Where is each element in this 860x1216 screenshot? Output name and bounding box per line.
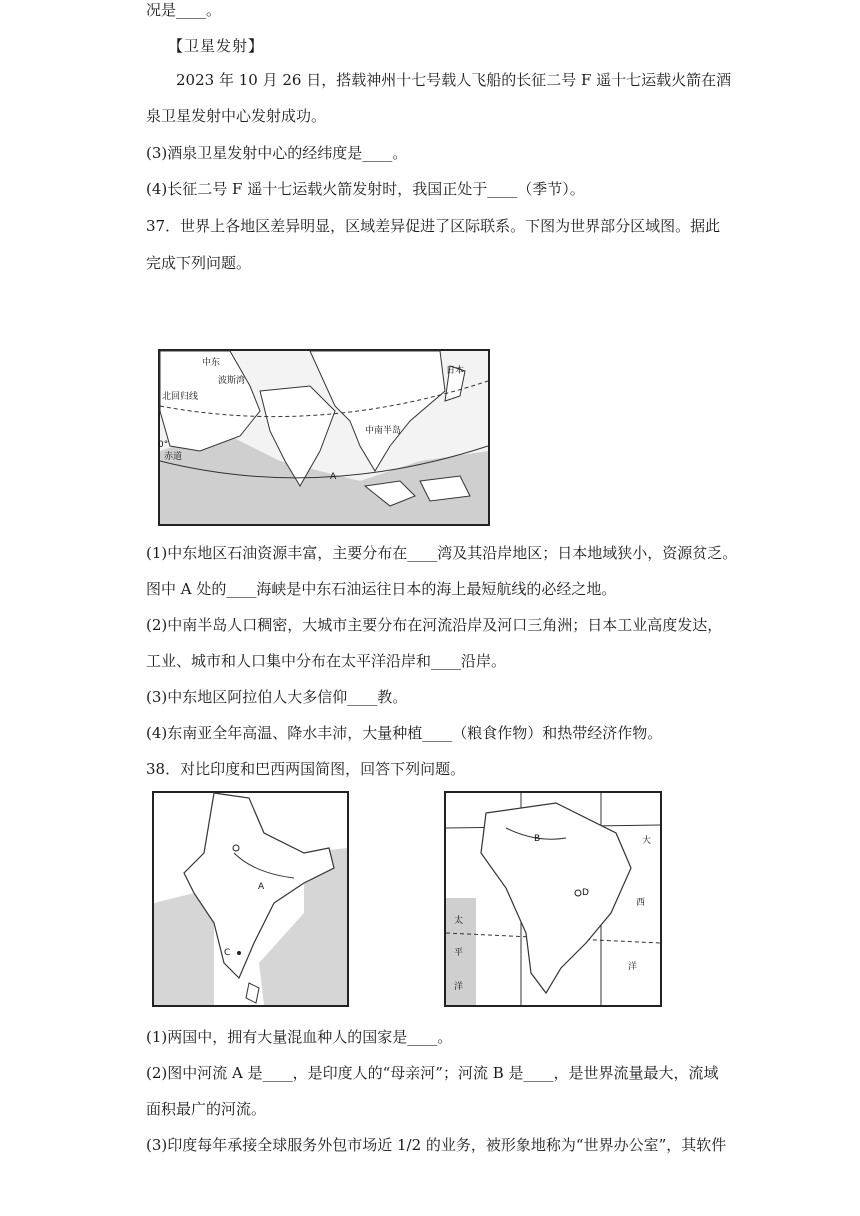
label-japan: 日本 [446, 366, 465, 376]
india-map [152, 791, 349, 1007]
text-line-2: 2023 年 10 月 26 日，搭载神州十七号载人飞船的长征二号 F 遥十七运载火箭在酒 [176, 71, 732, 89]
label-yang: 洋 [628, 962, 638, 972]
label-india-point-c: C [224, 948, 231, 958]
question-38-2b: 面积最广的河流。 [146, 1100, 267, 1118]
question-37-4: (4)东南亚全年高温、降水丰沛，大量种植____（粮食作物）和热带经济作物。 [146, 724, 663, 742]
question-37-1a: (1)中东地区石油资源丰富，主要分布在____湾及其沿岸地区；日本地域狭小，资源贫乏。 [146, 544, 738, 562]
question-38: 38．对比印度和巴西两国简图，回答下列问题。 [146, 760, 466, 778]
text-line-3: 泉卫星发射中心发射成功。 [146, 107, 327, 125]
asia-region-map [158, 349, 490, 526]
label-tai: 太 [454, 916, 464, 926]
question-37-1b: 图中 A 处的____海峡是中东石油运往日本的海上最短航线的必经之地。 [146, 580, 617, 598]
section-heading-satellite: 【卫星发射】 [168, 37, 265, 55]
question-38-1: (1)两国中，拥有大量混血种人的国家是____。 [146, 1028, 453, 1046]
label-xi: 西 [636, 898, 646, 908]
question-38-3: (3)印度每年承接全球服务外包市场近 1/2 的业务，被形象地称为“世界办公室”，其软件 [146, 1136, 727, 1154]
question-37: 37．世界上各地区差异明显，区域差异促进了区际联系。下图为世界部分区域图。据此 [146, 217, 721, 235]
label-brazil-point-d: D [582, 888, 589, 898]
question-37-3: (3)中东地区阿拉伯人大多信仰____教。 [146, 688, 408, 706]
label-zero-degree: 0° [158, 440, 169, 450]
text-line-0: 况是____。 [146, 1, 222, 19]
label-india-river-a: A [258, 882, 265, 892]
label-indochina: 中南半岛 [365, 426, 402, 436]
question-38-2a: (2)图中河流 A 是____，是印度人的“母亲河”；河流 B 是____，是世界流量最大，流域 [146, 1064, 719, 1082]
label-point-a: A [330, 472, 337, 482]
question-37-2a: (2)中南半岛人口稠密，大城市主要分布在河流沿岸及河口三角洲；日本工业高度发达， [146, 616, 723, 634]
question-3: (3)酒泉卫星发射中心的经纬度是____。 [146, 144, 408, 162]
text-line-7: 完成下列问题。 [146, 254, 252, 272]
label-equator: 赤道 [164, 452, 183, 462]
label-middle-east: 中东 [202, 358, 221, 368]
label-tropic: 北回归线 [162, 392, 199, 402]
question-37-2b: 工业、城市和人口集中分布在太平洋沿岸和____沿岸。 [146, 652, 507, 670]
label-persian-gulf: 波斯湾 [218, 376, 246, 386]
label-yang2: 洋 [454, 982, 464, 992]
label-da: 大 [642, 836, 652, 846]
label-ping: 平 [454, 948, 464, 958]
brazil-map [444, 791, 662, 1007]
label-brazil-river-b: B [534, 834, 541, 844]
question-4: (4)长征二号 F 遥十七运载火箭发射时，我国正处于____（季节）。 [146, 180, 585, 198]
